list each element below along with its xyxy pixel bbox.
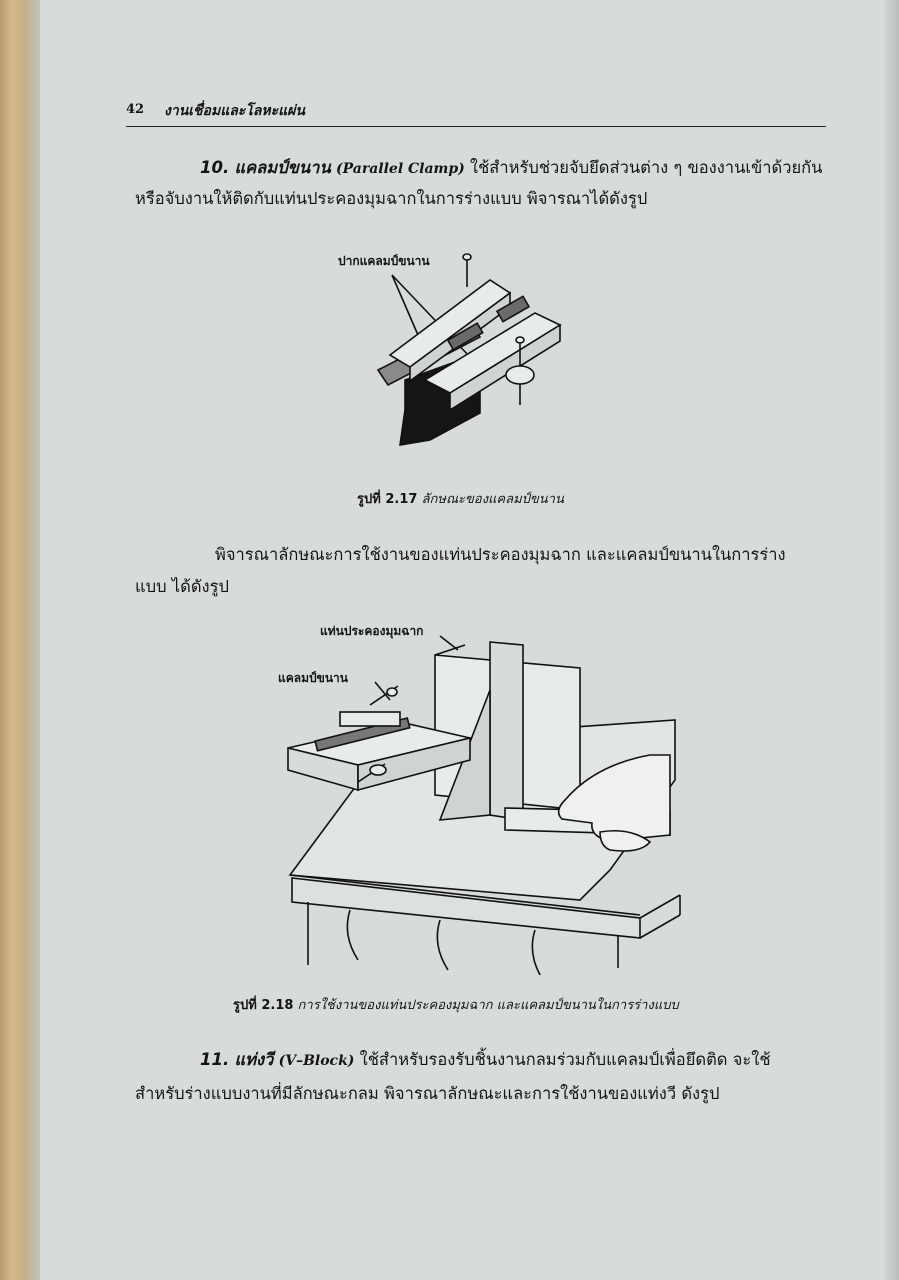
section11-line1 bbox=[200, 1046, 771, 1075]
figure217-caption bbox=[357, 488, 564, 509]
paragraph-mid-line2: แบบ ได้ดังรูป bbox=[135, 577, 229, 596]
figure218-caption-text: การใช้งานของแท่นประคองมุมฉาก และแคลมป์ขนานในการร่างแบบ bbox=[297, 998, 679, 1013]
page-number: 42 bbox=[126, 102, 145, 117]
running-header bbox=[126, 100, 826, 127]
section11-term-th: แท่งวี bbox=[234, 1050, 274, 1069]
section10-line1-text: ใช้สำหรับช่วยจับยึดส่วนต่าง ๆ ของงานเข้าด้วยกัน bbox=[470, 158, 823, 177]
page-edge bbox=[885, 0, 899, 1280]
figure218-angle-plate-illustration bbox=[280, 630, 690, 975]
section10-line2: หรือจับงานให้ติดกับแท่นประคองมุมฉากในการร่างแบบ พิจารณาได้ดังรูป bbox=[135, 189, 648, 208]
header-title: งานเชื่อมและโลหะแผ่น bbox=[164, 103, 305, 119]
figure218-caption bbox=[233, 994, 679, 1015]
section10-line1 bbox=[200, 154, 822, 183]
figure218-caption-number: รูปที่ 2.18 bbox=[233, 998, 294, 1013]
figure218-label-clamp: แคลมป์ขนาน bbox=[278, 671, 348, 685]
paragraph-mid-line1: พิจารณาลักษณะการใช้งานของแท่นประคองมุมฉาก และแคลมป์ขนานในการร่าง bbox=[215, 545, 786, 564]
figure217-parallel-clamp-illustration bbox=[330, 245, 590, 460]
section11-term-en: (V–Block) bbox=[278, 1053, 355, 1069]
book-spine bbox=[0, 0, 40, 1280]
section10-number: 10. bbox=[200, 158, 230, 177]
section10-term-en: (Parallel Clamp) bbox=[335, 161, 465, 177]
section10-term-th: แคลมป์ขนาน bbox=[234, 158, 331, 177]
section11-line1-text: ใช้สำหรับรองรับชิ้นงานกลมร่วมกับแคลมป์เพื่อยึดติด จะใช้ bbox=[359, 1050, 771, 1069]
section11-line2: สำหรับร่างแบบงานที่มีลักษณะกลม พิจารณาลักษณะและการใช้งานของแท่งวี ดังรูป bbox=[135, 1084, 720, 1103]
section11-number: 11. bbox=[200, 1050, 230, 1069]
figure217-label-jaw: ปากแคลมป์ขนาน bbox=[338, 254, 430, 268]
figure217-caption-number: รูปที่ 2.17 bbox=[357, 492, 418, 507]
figure217-caption-text: ลักษณะของแคลมป์ขนาน bbox=[421, 492, 564, 507]
figure218-label-angle-plate: แท่นประคองมุมฉาก bbox=[320, 624, 424, 638]
